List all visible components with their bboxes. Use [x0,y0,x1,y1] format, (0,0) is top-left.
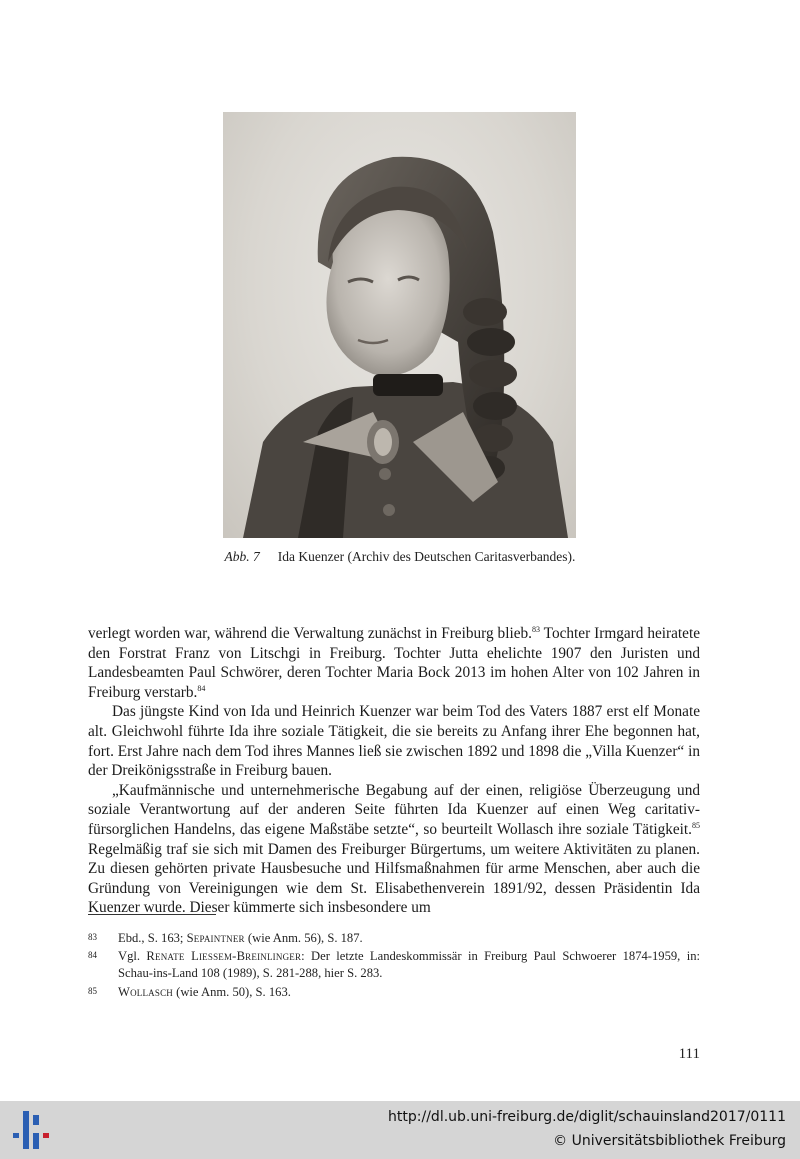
paragraph [88,624,700,702]
footnote-text-part: Vgl. [118,949,147,963]
footnote-author: Sepaintner [186,931,245,945]
footnote-ref[interactable]: 83 [531,625,540,634]
paragraph-text: Tochter Irmgard heiratete den Forstrat Franz von Litschgi in Freiburg. Tochter Jutta ehelichte 1907 den Juristen und Landesbeamten Paul Schwörer, deren Tochter Maria Bock 2013 im hohen Alter von 102 Jahren in Freiburg verstarb. [88,625,701,701]
footnote-number: 83 [88,932,97,942]
copyright-notice: © Universitätsbibliothek Freiburg [553,1133,786,1149]
footnote-text [118,984,700,1001]
paragraph-text: verlegt worden war, während die Verwaltung zunächst in Freiburg blieb. [88,625,532,642]
figure-caption-text: Ida Kuenzer (Archiv des Deutschen Caritasverbandes). [277,549,576,564]
document-url-link[interactable]: http://dl.ub.uni-freiburg.de/diglit/schauinsland2017/0111 [388,1109,786,1125]
footnote-ref[interactable]: 85 [692,820,700,830]
paragraph-text: Regelmäßig traf sie sich mit Damen des Freiburger Bürgertums, um weitere Aktivitäten zu planen. Zu diesen gehörten private Hausbesuche und Hilfsmaßnahmen für arme Menschen, aber auch die Gründung von Vereinigungen wie dem St. Elisabethenverein 1891/92, dessen Präsidentin Ida Kuenzer wurde. Dieser kümmerte sich insbesondere um [88,840,700,917]
footnote-divider [88,914,216,915]
footnote-ref[interactable]: 84 [197,683,206,693]
figure-label: Abb. 7 [224,549,260,564]
footnote-number: 85 [88,986,97,996]
figure-caption [0,549,800,565]
ub-freiburg-logo-icon[interactable] [10,1107,54,1153]
footnote-text [118,930,700,947]
portrait-photo [223,112,576,538]
footnote-text-part: (wie Anm. 56), S. 187. [244,931,363,945]
portrait-illustration [223,112,576,538]
footnote-author: Renate Liessem-Breinlinger [146,949,302,963]
footnote-text [118,948,700,982]
footnote-number: 84 [88,950,97,960]
footnote-author: Wollasch [118,985,173,999]
footer-bar [0,1101,800,1159]
footnote-text-part: Ebd., S. 163; [118,931,187,945]
paragraph [88,781,700,918]
body-text [88,624,700,918]
footnote-text-part: (wie Anm. 50), S. 163. [173,985,291,999]
paragraph-text: Das jüngste Kind von Ida und Heinrich Kuenzer war beim Tod des Vaters 1887 erst elf Monate alt. Gleichwohl führte Ida ihre soziale Tätigkeit, die sie bereits zu Anfang ihrer Ehe begonnen hat, fort. Erst Jahre nach dem Tod ihres Mannes ließ sie zwischen 1892 und 1898 die „Villa Kuenzer“ in der Dreikönigsstraße in Freiburg bauen. [88,703,700,780]
paragraph [88,702,700,780]
paragraph-text: „Kaufmännische und unternehmerische Begabung auf der einen, religiöse Überzeugung und soziale Verantwortung auf der anderen Seite führten Ida Kuenzer auf einen Weg caritativ-fürsorglichen Handelns, das eigene Maßstäbe setzte“, so beurteilt Wollasch ihre soziale Tätigkeit. [88,781,700,838]
footnote-text-part: : Der letzte Landeskommissär in Freiburg Paul Schwoerer 1874-1959, in: Schau-ins-Land 108 (1989), S. 281-288, hier S. 283. [118,949,700,980]
page-number: 111 [678,1046,700,1062]
